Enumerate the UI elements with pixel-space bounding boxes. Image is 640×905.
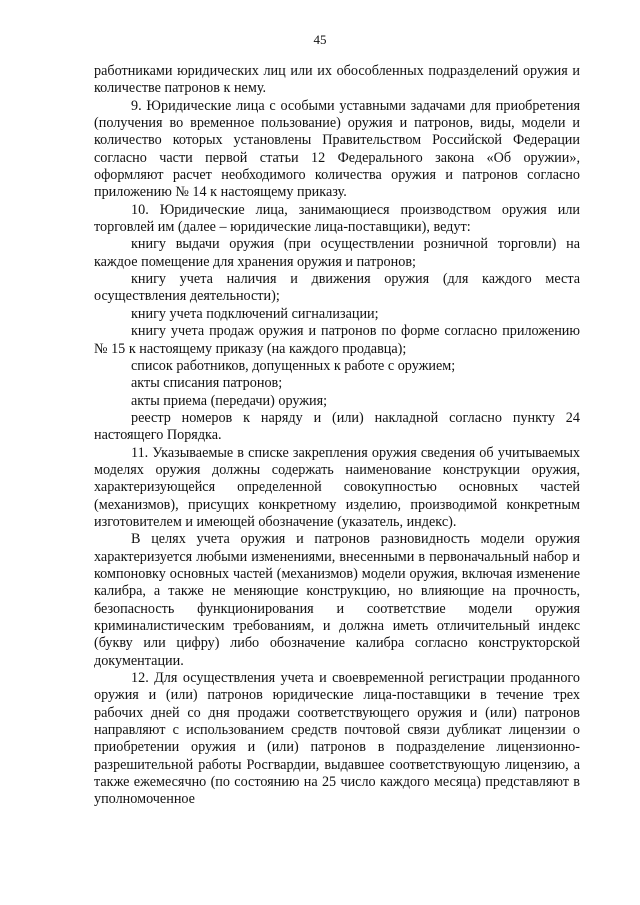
page-number: 45 bbox=[313, 32, 327, 47]
paragraph-model-variants: В целях учета оружия и патронов разновидность модели оружия характеризуется любыми изменениями, внесенными в первоначальный набор и компоновку основных частей (механизмов) модели оружия, включая изменение калибра, а также не меняющие конструкцию, но влияющие на прочность, безопасность функционирования и соответствие модели оружия криминалистическим требованиям, и должна иметь отличительный индекс (букву или цифру) либо обозначение калибра согласно конструкторской документации. bbox=[94, 531, 580, 669]
paragraph-item-12: 12. Для осуществления учета и своевременной регистрации проданного оружия и (или) патронов юридические лица-поставщики в течение трех рабочих дней со дня продажи соответствующего оружия и (или) патронов направляют с использованием средств почтовой связи дубликат лицензии о приобретении оружия и (или) патронов в подразделение лицензионно-разрешительной работы Росгвардии, выдавшее соответствующую лицензию, а также ежемесячно (по состоянию на 25 число каждого месяца) представляют в уполномоченное bbox=[94, 670, 580, 808]
list-item-transfer-acts: акты приема (передачи) оружия; bbox=[131, 392, 328, 409]
list-item-book-issue: книгу выдачи оружия (при осуществлении розничной торговли) на каждое помещение для хранения оружия и патронов; bbox=[94, 236, 580, 270]
list-item-writeoff-acts: акты списания патронов; bbox=[131, 375, 283, 392]
paragraph-item-11: 11. Указываемые в списке закрепления оружия сведения об учитываемых моделях оружия должны содержать наименование конструкции оружия, характеризующейся определенной совокупностью основных частей (механизмов), присущих конкретному изделию, производимой конкретным изготовителем и имеющей обозначение (указатель, индекс). bbox=[94, 444, 580, 530]
list-item-book-stock: книгу учета наличия и движения оружия (для каждого места осуществления деятельности); bbox=[94, 271, 580, 305]
paragraph-item-9: 9. Юридические лица с особыми уставными задачами для приобретения (получения во временное пользование) оружия и патронов, виды, модели и количество которых установлены Правительством Российской Федерации согласно части первой статьи 12 Федерального закона «Об оружии», оформляют расчет необходимого количества оружия и патронов согласно приложению № 14 к настоящему приказу. bbox=[94, 97, 580, 201]
list-item-book-sales: книгу учета продаж оружия и патронов по форме согласно приложению № 15 к настоящему приказу (на каждого продавца); bbox=[94, 323, 580, 357]
document-body bbox=[94, 63, 580, 809]
paragraph-item-10: 10. Юридические лица, занимающиеся производством оружия или торговлей им (далее – юридические лица-поставщики), ведут: bbox=[94, 201, 580, 236]
list-item-staff-list: список работников, допущенных к работе с оружием; bbox=[131, 357, 456, 374]
paragraph-0: работниками юридических лиц или их обособленных подразделений оружия и количестве патронов к нему. bbox=[94, 63, 580, 97]
list-item-book-alarm: книгу учета подключений сигнализации; bbox=[131, 305, 379, 322]
list-item-registry: реестр номеров к наряду и (или) накладной согласно пункту 24 настоящего Порядка. bbox=[94, 409, 580, 444]
